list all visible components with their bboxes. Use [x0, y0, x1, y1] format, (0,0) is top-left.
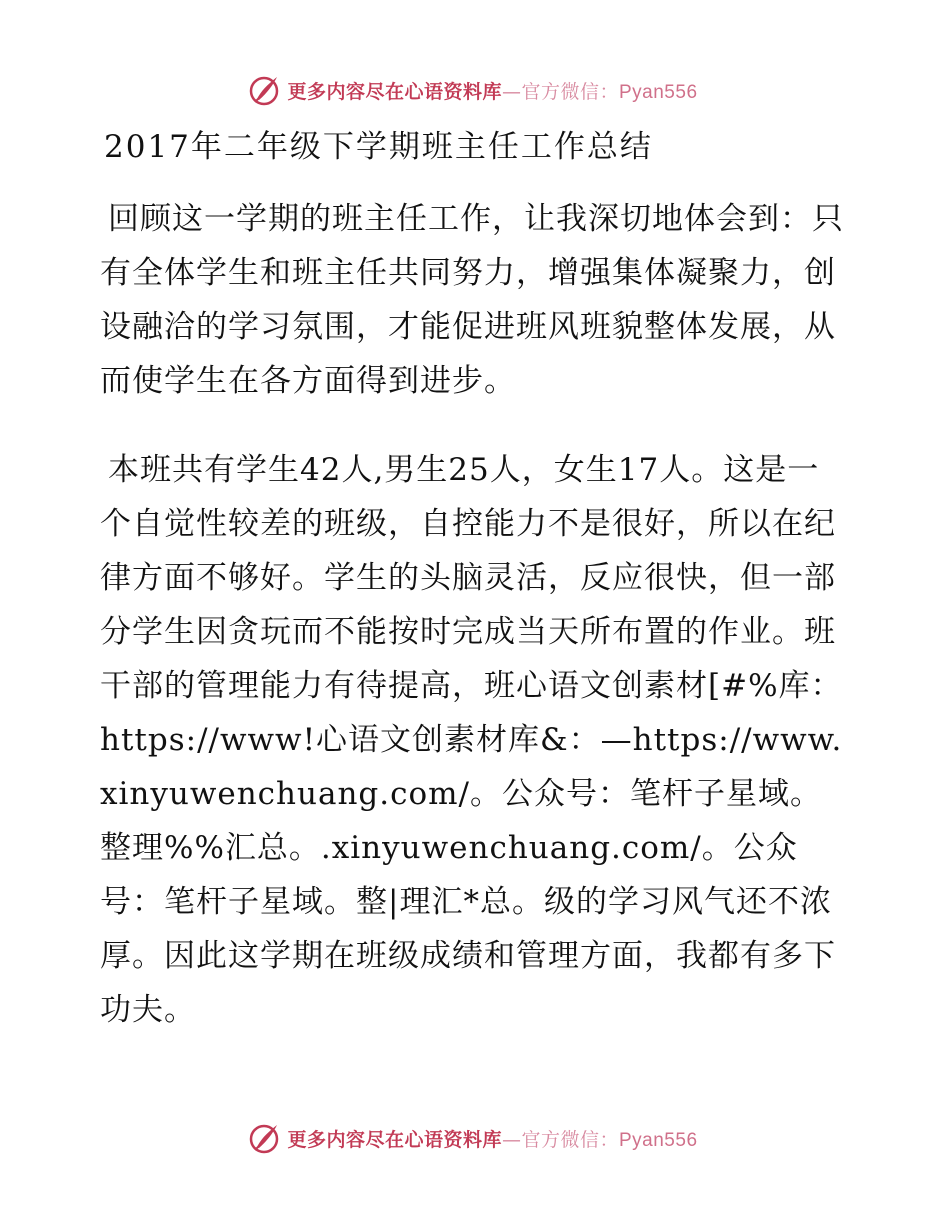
paragraph-1 [100, 192, 850, 408]
header-banner [0, 70, 950, 110]
paragraph-2 [100, 443, 850, 1037]
footer-banner [0, 1118, 950, 1158]
quill-logo-icon [247, 1121, 281, 1155]
header-banner-content [247, 73, 697, 107]
footer-banner-text [287, 1125, 697, 1152]
paragraph-1-text: 回顾这一学期的班主任工作，让我深切地体会到：只有全体学生和班主任共同努力，增强集体凝聚力，创设融洽的学习氛围，才能促进班风班貌整体发展，从而使学生在各方面得到进步。 [100, 201, 844, 399]
document-title: 2017年二年级下学期班主任工作总结 [104, 129, 653, 165]
footer-brand-text: 更多内容尽在心语资料库 [287, 1128, 502, 1151]
footer-wechat-id: Pyan556 [619, 1129, 698, 1151]
header-wechat-id: Pyan556 [619, 81, 698, 103]
footer-banner-content [247, 1121, 697, 1155]
quill-logo-icon [247, 73, 281, 107]
footer-wechat-label: 官方微信： [521, 1128, 619, 1151]
header-banner-text [287, 77, 697, 104]
footer-dash: — [501, 1128, 522, 1151]
paragraph-2-text: 本班共有学生42人,男生25人，女生17人。这是一个自觉性较差的班级，自控能力不是很好，所以在纪律方面不够好。学生的头脑灵活，反应很快，但一部分学生因贪玩而不能按时完成当天所布置的作业。班干部的管理能力有待提高，班心语文创素材[#%库：https://www!心语文创素材库&：—https://www.xinyuwenchuang.com/。公众号：笔杆子星域。整理%%汇总。.xinyuwenchuang.com/。公众号：笔杆子星域。整|理汇*总。级的学习风气还不浓厚。因此这学期在班级成绩和管理方面，我都有多下功夫。 [100, 452, 843, 1028]
header-wechat-label: 官方微信： [521, 80, 619, 103]
header-dash: — [501, 80, 522, 103]
header-brand-text: 更多内容尽在心语资料库 [287, 80, 502, 103]
